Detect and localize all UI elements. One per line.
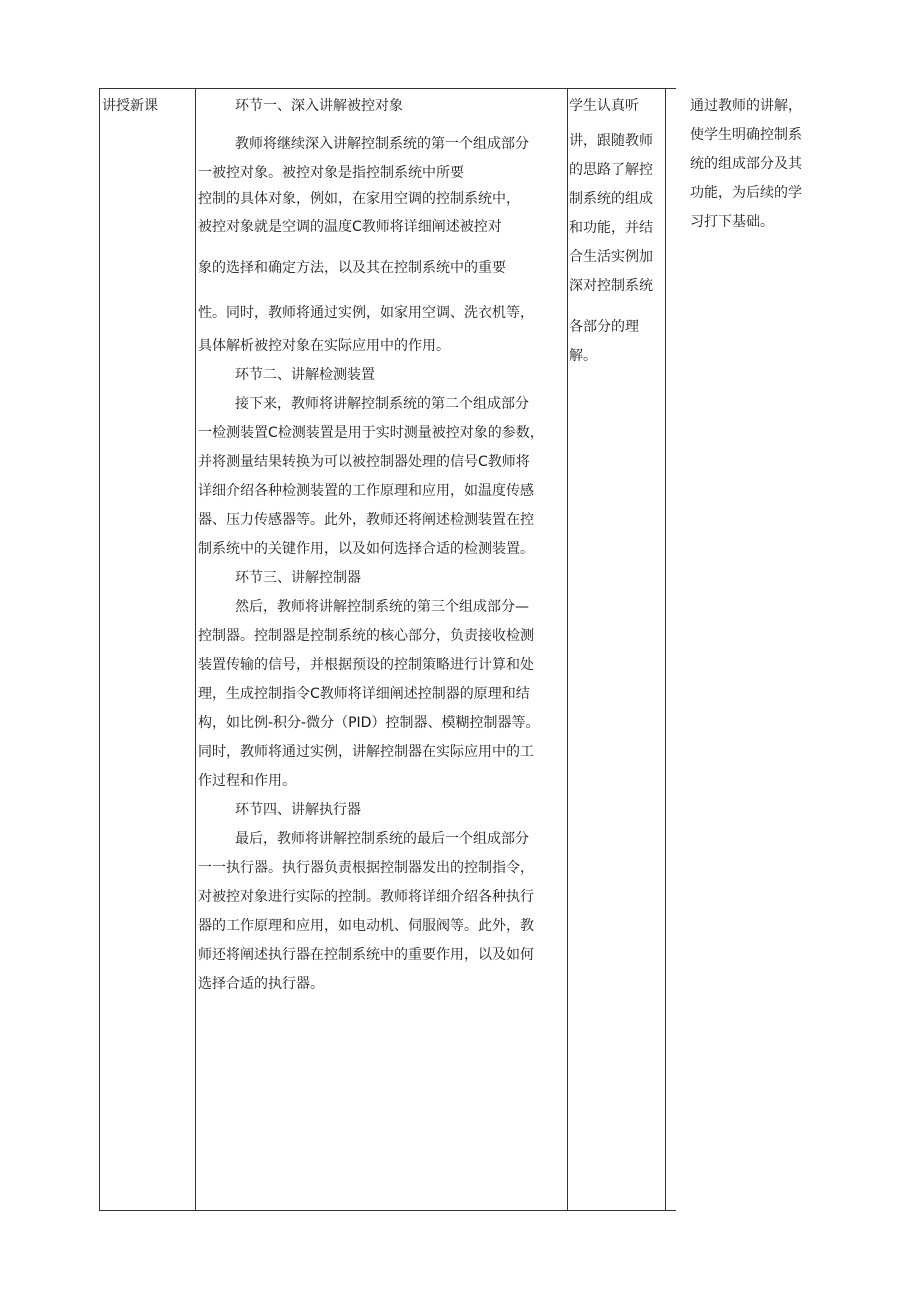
content-line: 对被控对象进行实际的控制。教师将详细介绍各种执行 xyxy=(198,889,534,905)
content-line: 装置传输的信号，并根据预设的控制策略进行计算和处 xyxy=(198,657,534,673)
column-divider-3 xyxy=(665,88,666,1211)
content-line: 象的选择和确定方法，以及其在控制系统中的重要 xyxy=(198,260,506,276)
design-purpose-column xyxy=(690,92,820,237)
section-heading-1: 环节一、深入讲解被控对象 xyxy=(235,98,403,114)
student-activity-column xyxy=(569,92,665,371)
content-line: 然后，教师将讲解控制系统的第三个组成部分— xyxy=(235,599,529,615)
table-left-border xyxy=(99,88,100,1211)
table-bottom-border xyxy=(99,1210,676,1211)
column-divider-2 xyxy=(567,88,568,1211)
purpose-line: 习打下基础。 xyxy=(690,214,774,230)
content-line: 最后，教师将讲解控制系统的最后一个组成部分 xyxy=(235,831,529,847)
row-label: 讲授新课 xyxy=(102,98,158,114)
content-line: 一一执行器。执行器负责根据控制器发出的控制指令， xyxy=(198,860,534,876)
purpose-line: 功能，为后续的学 xyxy=(690,185,802,201)
purpose-line: 统的组成部分及其 xyxy=(690,156,802,172)
content-line: 控制的具体对象，例如，在家用空调的控制系统中， xyxy=(198,191,520,207)
content-line: 接下来，教师将讲解控制系统的第二个组成部分 xyxy=(235,396,529,412)
student-line: 的思路了解控 xyxy=(569,162,653,178)
section-heading-3: 环节三、讲解控制器 xyxy=(235,570,361,586)
content-line: 教师将继续深入讲解控制系统的第一个组成部分 xyxy=(235,136,529,152)
content-line: 详细介绍各种检测装置的工作原理和应用，如温度传感 xyxy=(198,483,534,499)
student-line: 合生活实例加 xyxy=(569,249,653,265)
student-line: 和功能，并结 xyxy=(569,220,653,236)
section-heading-4: 环节四、讲解执行器 xyxy=(235,802,361,818)
content-line: 器、压力传感器等。此外，教师还将阐述检测装置在控 xyxy=(198,512,534,528)
content-line: 选择合适的执行器。 xyxy=(198,976,324,992)
content-line: 具体解析被控对象在实际应用中的作用。 xyxy=(198,338,450,354)
purpose-line: 通过教师的讲解， xyxy=(690,98,802,114)
teaching-content-column xyxy=(198,92,566,999)
content-line: 性。同时，教师将通过实例，如家用空调、洗衣机等， xyxy=(198,305,534,321)
content-line: 一检测装置C检测装置是用于实时测量被控对象的参数， xyxy=(198,425,544,441)
content-line: 同时，教师将通过实例，讲解控制器在实际应用中的工 xyxy=(198,744,534,760)
purpose-line: 使学生明确控制系 xyxy=(690,127,802,143)
section-heading-2: 环节二、讲解检测装置 xyxy=(235,367,375,383)
student-line: 学生认真听 xyxy=(569,98,639,114)
table-top-border xyxy=(99,88,676,89)
content-line: 构，如比例-积分-微分（PID）控制器、模糊控制器等。 xyxy=(198,715,540,731)
student-line: 各部分的理 xyxy=(569,319,639,335)
content-line: 师还将阐述执行器在控制系统中的重要作用，以及如何 xyxy=(198,947,534,963)
student-line: 讲，跟随教师 xyxy=(569,133,653,149)
content-line: 制系统中的关键作用，以及如何选择合适的检测装置。 xyxy=(198,541,534,557)
content-line: 一被控对象。被控对象是指控制系统中所要 xyxy=(198,165,464,181)
content-line: 被控对象就是空调的温度C教师将详细阐述被控对 xyxy=(198,219,502,235)
student-line: 制系统的组成 xyxy=(569,191,653,207)
student-line: 深对控制系统 xyxy=(569,278,653,294)
content-line: 理，生成控制指令C教师将详细阐述控制器的原理和结 xyxy=(198,686,530,702)
column-divider-1 xyxy=(195,88,196,1211)
student-line: 解。 xyxy=(569,348,597,364)
content-line: 并将测量结果转换为可以被控制器处理的信号C教师将 xyxy=(198,454,530,470)
content-line: 作过程和作用。 xyxy=(198,773,296,789)
content-line: 器的工作原理和应用，如电动机、伺服阀等。此外，教 xyxy=(198,918,534,934)
content-line: 控制器。控制器是控制系统的核心部分，负责接收检测 xyxy=(198,628,534,644)
